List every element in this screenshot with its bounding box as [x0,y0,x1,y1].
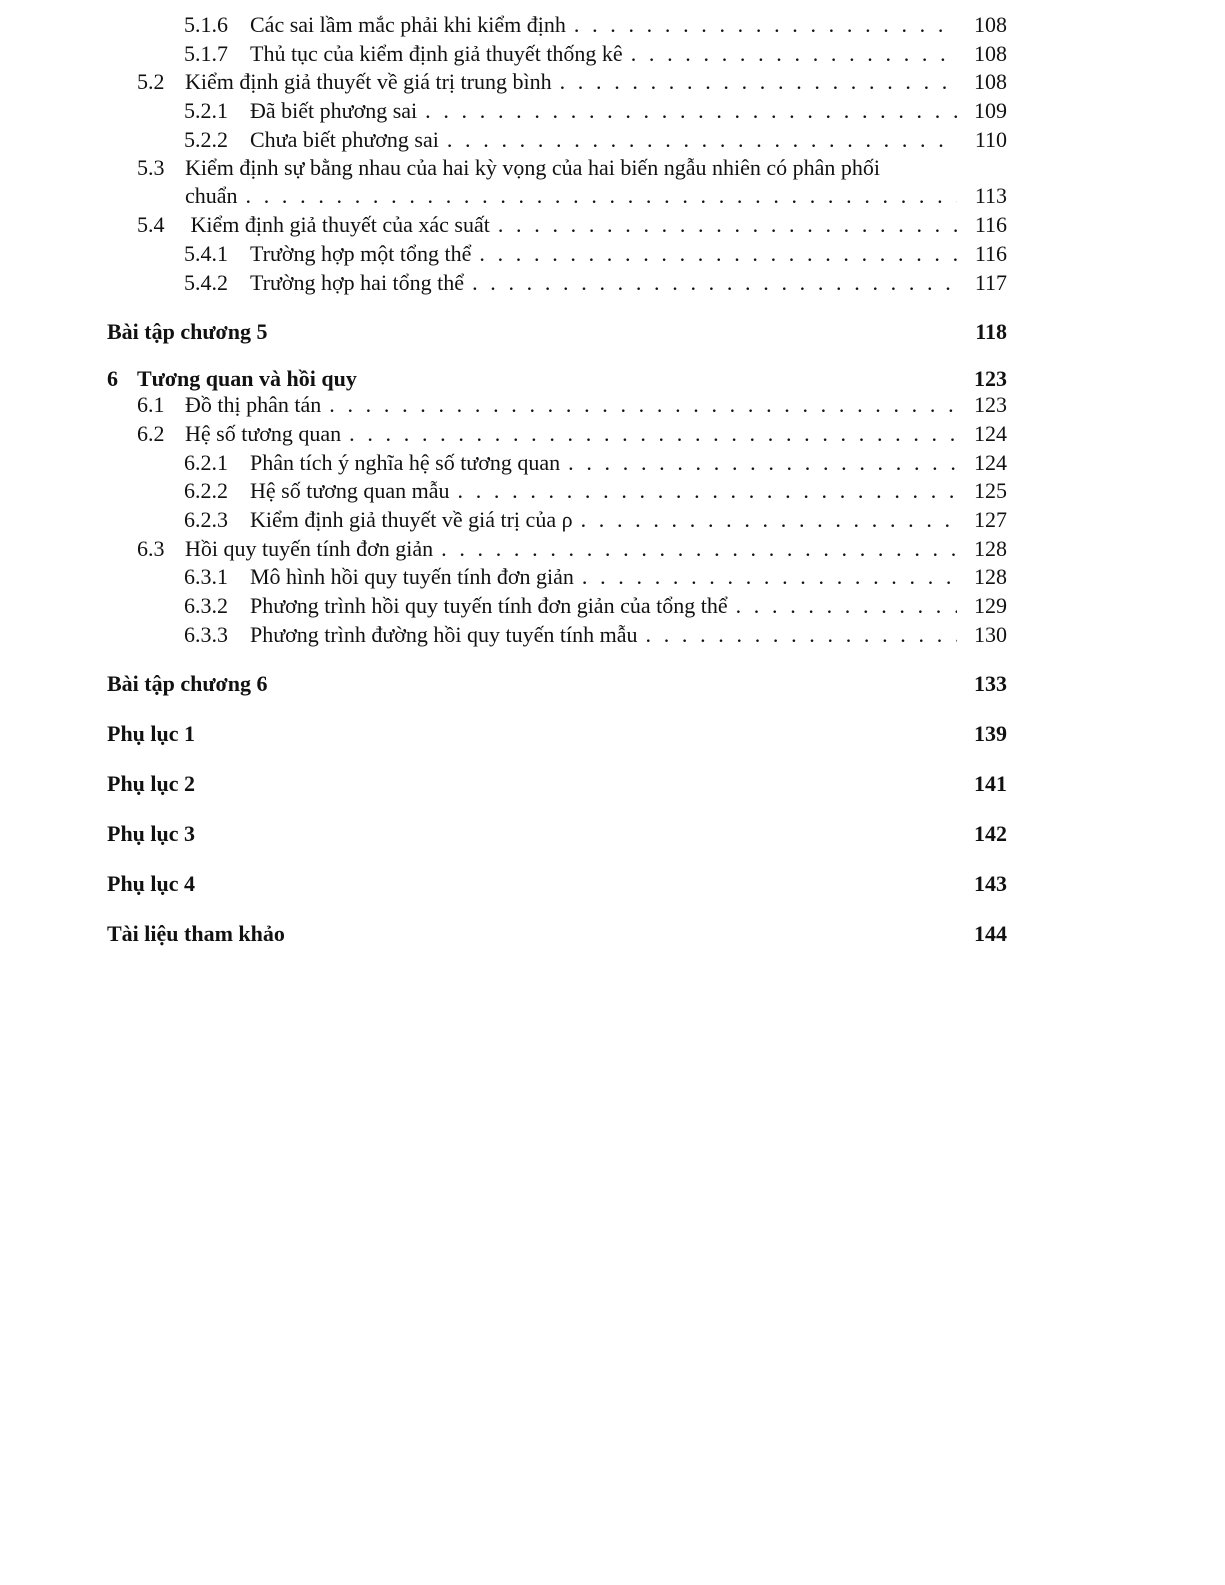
toc-entry-number: 6.2 [137,420,165,446]
toc-entry-number: 6.3.2 [184,593,228,618]
toc-entry-number: 5.2.1 [184,98,228,124]
dot-leader [479,241,957,267]
toc-entry-title: Kiểm định sự bằng nhau của hai kỳ vọng của hai biến ngẫu nhiên có phân phối [185,155,880,181]
dot-leader [425,98,957,124]
dot-leader [458,478,957,504]
toc-entry-title: Các sai lầm mắc phải khi kiểm định [250,12,566,37]
toc-entry-page: 129 [974,593,1007,618]
toc-chapter-title: Tương quan và hồi quy [137,366,357,392]
toc-appendix-4[interactable] [107,871,1007,897]
toc-exercises-chapter-6[interactable] [107,671,1007,697]
toc-entry-title: Bài tập chương 6 [107,671,268,697]
toc-entry-number: 5.4.2 [184,269,228,295]
toc-entry-title: Mô hình hồi quy tuyến tính đơn giản [250,564,574,590]
toc-entry-title: Phụ lục 4 [107,871,196,897]
toc-entry-title: Kiểm định giả thuyết về giá trị trung bình [185,69,552,95]
toc-entry-6-3-2[interactable] [107,593,1007,622]
toc-entry-number: 6.3.1 [184,564,228,590]
toc-entry-title: Trường hợp một tổng thể [250,240,472,266]
toc-entry-page: 113 [974,183,1007,209]
toc-entry-page: 143 [974,871,1007,897]
table-of-contents [107,12,1007,947]
toc-entry-title: Phụ lục 2 [107,771,196,797]
toc-entry-title: Phương trình hồi quy tuyến tính đơn giản của tổng thể [250,593,728,618]
toc-entry-number: 5.3 [137,155,165,181]
toc-entry-title: Hệ số tương quan [185,420,342,446]
toc-entry-number: 6.1 [137,392,165,418]
toc-entry-number: 6.3.3 [184,621,228,647]
toc-entry-title: Bài tập chương 5 [107,319,268,345]
toc-entry-6-2-2[interactable] [107,478,1007,507]
toc-entry-title: Thủ tục của kiểm định giả thuyết thống kê [250,40,623,66]
toc-appendix-1[interactable] [107,721,1007,747]
toc-entry-page: 124 [974,420,1007,446]
toc-entry-page: 133 [974,671,1007,697]
toc-entry-6-3-1[interactable] [107,564,1007,593]
dot-leader [349,421,957,447]
dot-leader [441,536,957,562]
toc-entry-title: Tài liệu tham khảo [107,921,285,947]
toc-entry-page: 142 [974,821,1007,847]
toc-entry-page: 124 [974,449,1007,475]
toc-entry-6-3-3[interactable] [107,622,1007,651]
toc-entry-5-4[interactable] [107,212,1007,241]
toc-entry-number: 6.2.1 [184,449,228,475]
toc-entry-number: 5.4 [137,212,165,238]
toc-entry-number: 5.1.7 [184,40,228,66]
toc-entry-page: 116 [974,240,1007,266]
toc-entry-page: 108 [974,40,1007,66]
toc-entry-page: 109 [974,98,1007,124]
toc-chapter-6[interactable] [107,366,1007,392]
toc-entry-page: 118 [975,319,1007,345]
dot-leader [498,212,957,238]
toc-entry-number: 5.4.1 [184,240,228,266]
toc-entry-title: Trường hợp hai tổng thể [250,269,465,295]
dot-leader [574,12,957,38]
toc-entry-number: 6.3 [137,535,165,561]
toc-entry-6-1[interactable] [107,392,1007,421]
toc-entry-page: 139 [974,721,1007,747]
toc-entry-title: Phương trình đường hồi quy tuyến tính mẫu [250,621,638,647]
toc-entry-title: Phụ lục 3 [107,821,196,847]
toc-entry-page: 144 [974,921,1007,947]
toc-entry-number: 5.2.2 [184,126,228,152]
toc-entry-page: 130 [974,621,1007,647]
dot-leader [581,507,957,533]
toc-chapter-number: 6 [107,366,118,392]
dot-leader [646,622,958,648]
toc-entry-page: 125 [974,478,1007,504]
toc-entry-title: Kiểm định giả thuyết về giá trị của ρ [250,506,573,532]
toc-entry-5-1-7[interactable] [107,41,1007,70]
dot-leader [246,183,957,209]
toc-entry-page: 123 [974,366,1007,392]
toc-entry-5-3[interactable] [107,155,1007,183]
toc-entry-6-3[interactable] [107,536,1007,565]
toc-entry-page: 116 [974,212,1007,238]
toc-entry-5-3-continued[interactable] [107,183,1007,212]
toc-entry-5-2-1[interactable] [107,98,1007,127]
toc-entry-page: 128 [974,564,1007,590]
dot-leader [329,392,957,418]
toc-entry-number: 6.2.2 [184,478,228,504]
toc-references[interactable] [107,921,1007,947]
toc-entry-6-2-3[interactable] [107,507,1007,536]
dot-leader [582,564,957,590]
toc-entry-page: 127 [974,506,1007,532]
toc-entry-6-2-1[interactable] [107,450,1007,479]
toc-entry-5-1-6[interactable] [107,12,1007,41]
toc-entry-5-2-2[interactable] [107,127,1007,156]
toc-entry-page: 108 [974,69,1007,95]
toc-exercises-chapter-5[interactable] [107,319,1007,345]
dot-leader [736,593,957,619]
toc-entry-5-4-2[interactable] [107,270,1007,299]
toc-appendix-2[interactable] [107,771,1007,797]
toc-entry-number: 5.1.6 [184,12,228,37]
toc-entry-title: Hồi quy tuyến tính đơn giản [185,535,434,561]
dot-leader [568,450,957,476]
dot-leader [631,41,957,67]
dot-leader [447,127,957,153]
toc-entry-6-2[interactable] [107,421,1007,450]
toc-entry-page: 110 [974,126,1007,152]
toc-entry-page: 128 [974,535,1007,561]
toc-entry-title: Đồ thị phân tán [185,392,322,418]
toc-entry-title-continued: chuẩn [185,183,238,209]
toc-entry-number: 6.2.3 [184,506,228,532]
toc-entry-5-2[interactable] [107,69,1007,98]
dot-leader [560,69,957,95]
dot-leader [472,270,957,296]
toc-entry-title: Chưa biết phương sai [250,126,439,152]
toc-entry-title: Kiểm định giả thuyết của xác suất [185,212,490,238]
toc-entry-title: Phân tích ý nghĩa hệ số tương quan [250,449,561,475]
toc-entry-title: Phụ lục 1 [107,721,196,747]
toc-entry-page: 117 [974,269,1007,295]
toc-entry-number: 5.2 [137,69,165,95]
toc-entry-title: Đã biết phương sai [250,98,418,124]
toc-entry-page: 108 [974,12,1007,37]
toc-entry-page: 123 [974,392,1007,418]
toc-entry-5-4-1[interactable] [107,241,1007,270]
toc-appendix-3[interactable] [107,821,1007,847]
toc-entry-title: Hệ số tương quan mẫu [250,478,450,504]
toc-entry-page: 141 [974,771,1007,797]
